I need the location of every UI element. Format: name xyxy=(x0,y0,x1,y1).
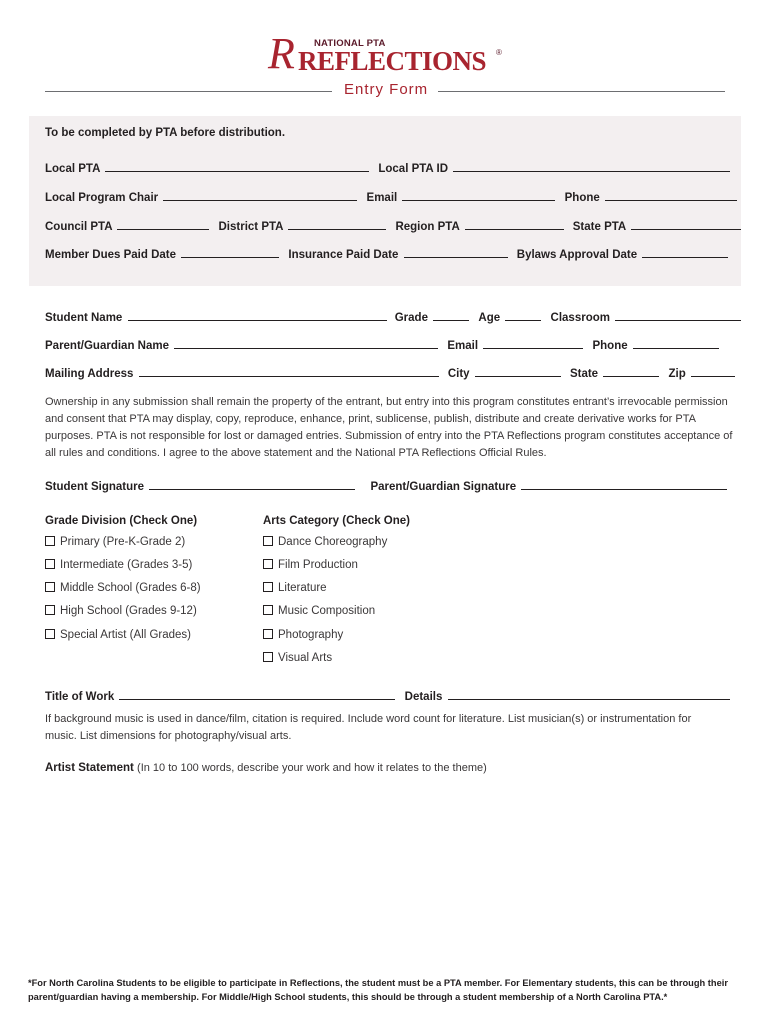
checkbox[interactable] xyxy=(45,629,55,639)
parent-signature-field[interactable] xyxy=(521,479,727,490)
student-row-3 xyxy=(45,366,735,380)
reflections-logo xyxy=(268,29,508,78)
grade-label: Grade xyxy=(394,312,428,324)
council-pta-label: Council PTA xyxy=(45,221,113,233)
insurance-paid-field[interactable] xyxy=(404,247,508,258)
student-signature-label: Student Signature xyxy=(45,481,145,493)
local-pta-id-field[interactable] xyxy=(453,161,730,172)
parent-signature-label: Parent/Guardian Signature xyxy=(370,481,517,493)
mailing-address-field[interactable] xyxy=(139,366,439,377)
local-pta-field[interactable] xyxy=(105,161,369,172)
pta-instruction: To be completed by PTA before distribution. xyxy=(45,127,286,139)
checkbox[interactable] xyxy=(45,582,55,592)
details-field[interactable] xyxy=(448,689,730,700)
pta-row-4 xyxy=(45,247,728,261)
student-row-1 xyxy=(45,310,741,324)
arts-option[interactable]: Dance Choreography xyxy=(263,536,387,548)
title-of-work-field[interactable] xyxy=(119,689,395,700)
pta-phone-label: Phone xyxy=(564,192,600,204)
signature-row xyxy=(45,479,727,493)
student-name-field[interactable] xyxy=(128,310,387,321)
grade-division-heading: Grade Division (Check One) xyxy=(45,515,198,527)
title-of-work-label: Title of Work xyxy=(45,691,115,703)
artist-statement-heading xyxy=(45,762,487,774)
student-row-2 xyxy=(45,338,719,352)
logo-registered-mark: ® xyxy=(496,48,502,57)
checkbox[interactable] xyxy=(45,605,55,615)
checkbox[interactable] xyxy=(263,582,273,592)
program-chair-label: Local Program Chair xyxy=(45,192,159,204)
student-phone-field[interactable] xyxy=(633,338,719,349)
age-field[interactable] xyxy=(505,310,541,321)
checkbox[interactable] xyxy=(263,536,273,546)
zip-label: Zip xyxy=(668,368,686,380)
logo-r-glyph: R xyxy=(268,29,295,78)
city-label: City xyxy=(447,368,470,380)
local-pta-label: Local PTA xyxy=(45,163,100,175)
age-label: Age xyxy=(478,312,501,324)
state-label: State xyxy=(569,368,599,380)
grade-option[interactable]: Primary (Pre-K-Grade 2) xyxy=(45,536,185,548)
insurance-paid-label: Insurance Paid Date xyxy=(288,249,399,261)
student-name-label: Student Name xyxy=(45,312,123,324)
zip-field[interactable] xyxy=(691,366,735,377)
checkbox[interactable] xyxy=(263,559,273,569)
artist-statement-area[interactable] xyxy=(45,782,725,962)
student-email-label: Email xyxy=(447,340,479,352)
grade-option[interactable]: Special Artist (All Grades) xyxy=(45,629,191,641)
region-pta-field[interactable] xyxy=(465,219,564,230)
pta-row-3 xyxy=(45,219,741,233)
arts-option[interactable]: Literature xyxy=(263,582,327,594)
district-pta-field[interactable] xyxy=(288,219,386,230)
district-pta-label: District PTA xyxy=(218,221,284,233)
classroom-field[interactable] xyxy=(615,310,741,321)
title-rule-left xyxy=(45,91,332,92)
state-pta-field[interactable] xyxy=(631,219,741,230)
student-email-field[interactable] xyxy=(483,338,583,349)
work-note: If background music is used in dance/film, citation is required. Include word count for literature. List musician(s) or instrumentation for music. List dimensions for photography/visual arts. xyxy=(45,713,692,742)
artist-statement-hint: (In 10 to 100 words, describe your work and how it relates to the theme) xyxy=(137,762,487,774)
council-pta-field[interactable] xyxy=(117,219,209,230)
program-chair-field[interactable] xyxy=(163,190,357,201)
grade-option[interactable]: High School (Grades 9-12) xyxy=(45,605,197,617)
grade-option[interactable]: Middle School (Grades 6-8) xyxy=(45,582,201,594)
arts-option[interactable]: Film Production xyxy=(263,559,358,571)
state-pta-label: State PTA xyxy=(572,221,626,233)
mailing-address-label: Mailing Address xyxy=(45,368,134,380)
checkbox[interactable] xyxy=(263,605,273,615)
bylaws-approval-label: Bylaws Approval Date xyxy=(516,249,638,261)
checkbox[interactable] xyxy=(45,536,55,546)
grade-option[interactable]: Intermediate (Grades 3-5) xyxy=(45,559,192,571)
pta-phone-field[interactable] xyxy=(605,190,737,201)
pta-email-label: Email xyxy=(366,192,398,204)
footer-note: *For North Carolina Students to be eligible to participate in Reflections, the student must be a PTA member. For Elementary students, this can be through their parent/guardian having a membership. For Middle/High School students, this should be through a student membership of a North Carolina PTA.* xyxy=(28,978,728,1002)
arts-category-heading: Arts Category (Check One) xyxy=(263,515,410,527)
arts-option[interactable]: Photography xyxy=(263,629,343,641)
member-dues-field[interactable] xyxy=(181,247,279,258)
ownership-statement: Ownership in any submission shall remain the property of the entrant, but entry into this program constitutes entrant’s irrevocable permission and consent that PTA may display, copy, reproduce, enhance, print, sublicense, publish, distribute and create derivative works for PTA purposes. PTA is not responsible for lost or damaged entries. Submission of entry into the PTA Reflections program constitutes acceptance of all rules and conditions. I agree to the above statement and the National PTA Reflections Official Rules. xyxy=(45,396,733,459)
student-phone-label: Phone xyxy=(592,340,628,352)
details-label: Details xyxy=(404,691,443,703)
classroom-label: Classroom xyxy=(550,312,610,324)
state-field[interactable] xyxy=(603,366,659,377)
title-rule-right xyxy=(438,91,725,92)
arts-option[interactable]: Visual Arts xyxy=(263,652,332,664)
member-dues-label: Member Dues Paid Date xyxy=(45,249,177,261)
local-pta-id-label: Local PTA ID xyxy=(378,163,449,175)
arts-option[interactable]: Music Composition xyxy=(263,605,375,617)
logo-reflections: REFLECTIONS xyxy=(298,46,487,76)
pta-email-field[interactable] xyxy=(402,190,555,201)
parent-name-field[interactable] xyxy=(174,338,438,349)
checkbox[interactable] xyxy=(263,629,273,639)
logo-national-pta: NATIONAL PTA xyxy=(314,38,386,49)
form-title: Entry Form xyxy=(344,81,429,98)
bylaws-approval-field[interactable] xyxy=(642,247,728,258)
pta-row-1 xyxy=(45,161,730,175)
checkbox[interactable] xyxy=(263,652,273,662)
pta-row-2 xyxy=(45,190,737,204)
grade-field[interactable] xyxy=(433,310,469,321)
student-signature-field[interactable] xyxy=(149,479,355,490)
parent-name-label: Parent/Guardian Name xyxy=(45,340,169,352)
work-row xyxy=(45,689,730,703)
checkbox[interactable] xyxy=(45,559,55,569)
region-pta-label: Region PTA xyxy=(395,221,460,233)
city-field[interactable] xyxy=(475,366,561,377)
artist-statement-label: Artist Statement xyxy=(45,762,134,774)
